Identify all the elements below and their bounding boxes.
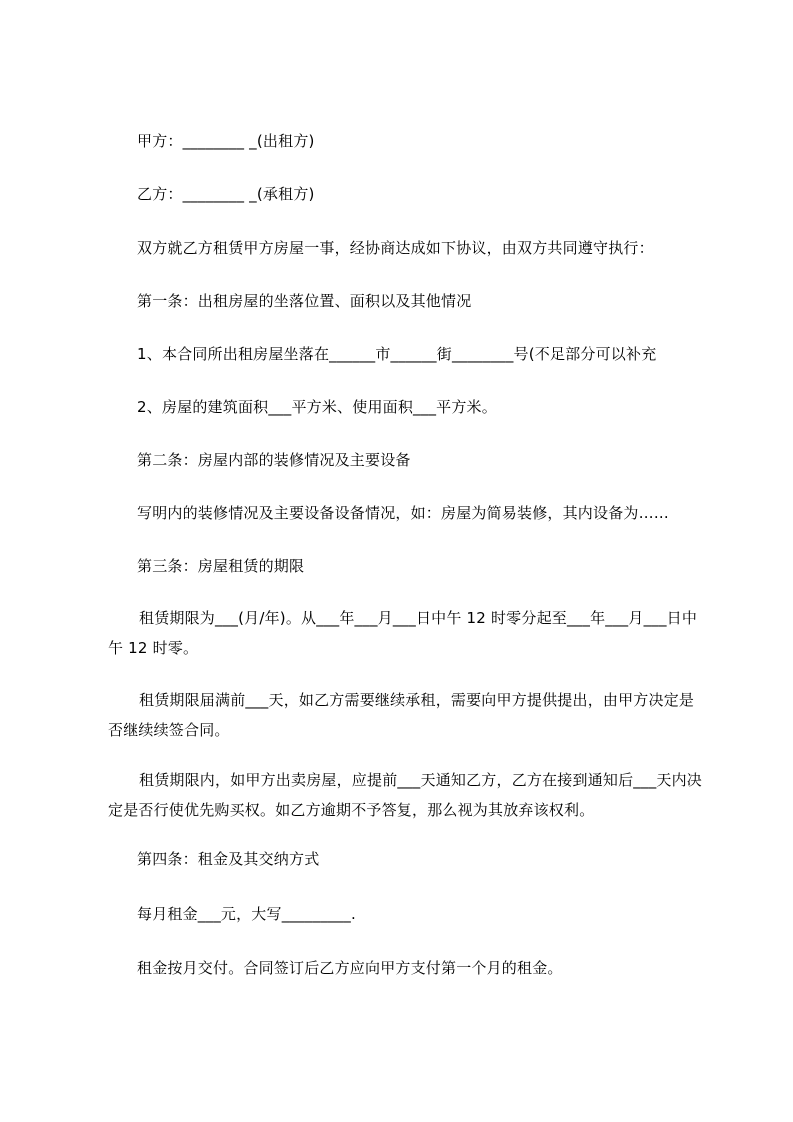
party-a-line: 甲方：________ _(出租方) xyxy=(137,132,315,150)
agreement-intro: 双方就乙方租赁甲方房屋一事，经协商达成如下协议，由双方共同遵守执行： xyxy=(137,239,654,257)
article-4-item-1: 每月租金___元，大写_________. xyxy=(137,905,356,923)
party-b-line: 乙方：________ _(承租方) xyxy=(137,185,315,203)
article-3-paragraph-2: 租赁期限届满前___天，如乙方需要继续承租，需要向甲方提供提出，由甲方决定是否继续续签合同。 xyxy=(108,691,695,739)
article-4-title: 第四条：租金及其交纳方式 xyxy=(137,850,320,868)
article-3-title: 第三条：房屋租赁的期限 xyxy=(137,557,305,575)
article-4-item-2: 租金按月交付。合同签订后乙方应向甲方支付第一个月的租金。 xyxy=(137,959,563,977)
article-2-body: 写明内的装修情况及主要设备设备情况，如：房屋为简易装修，其内设备为…… xyxy=(137,504,670,522)
article-1-item-2: 2、房屋的建筑面积___平方米、使用面积___平方米。 xyxy=(137,398,497,416)
article-1-item-1: 1、本合同所出租房屋坐落在______市______街________号(不足部分可以补充 xyxy=(137,345,657,363)
article-3-paragraph-3: 租赁期限内，如甲方出卖房屋，应提前___天通知乙方，乙方在接到通知后___天内决定是否行使优先购买权。如乙方逾期不予答复，那么视为其放弃该权利。 xyxy=(108,771,703,819)
article-1-title: 第一条：出租房屋的坐落位置、面积以及其他情况 xyxy=(137,292,472,310)
article-2-title: 第二条：房屋内部的装修情况及主要设备 xyxy=(137,451,411,469)
article-3-paragraph-1: 租赁期限为___(月/年)。从___年___月___日中午 12 时零分起至___年___月___日中午 12 时零。 xyxy=(108,609,698,657)
